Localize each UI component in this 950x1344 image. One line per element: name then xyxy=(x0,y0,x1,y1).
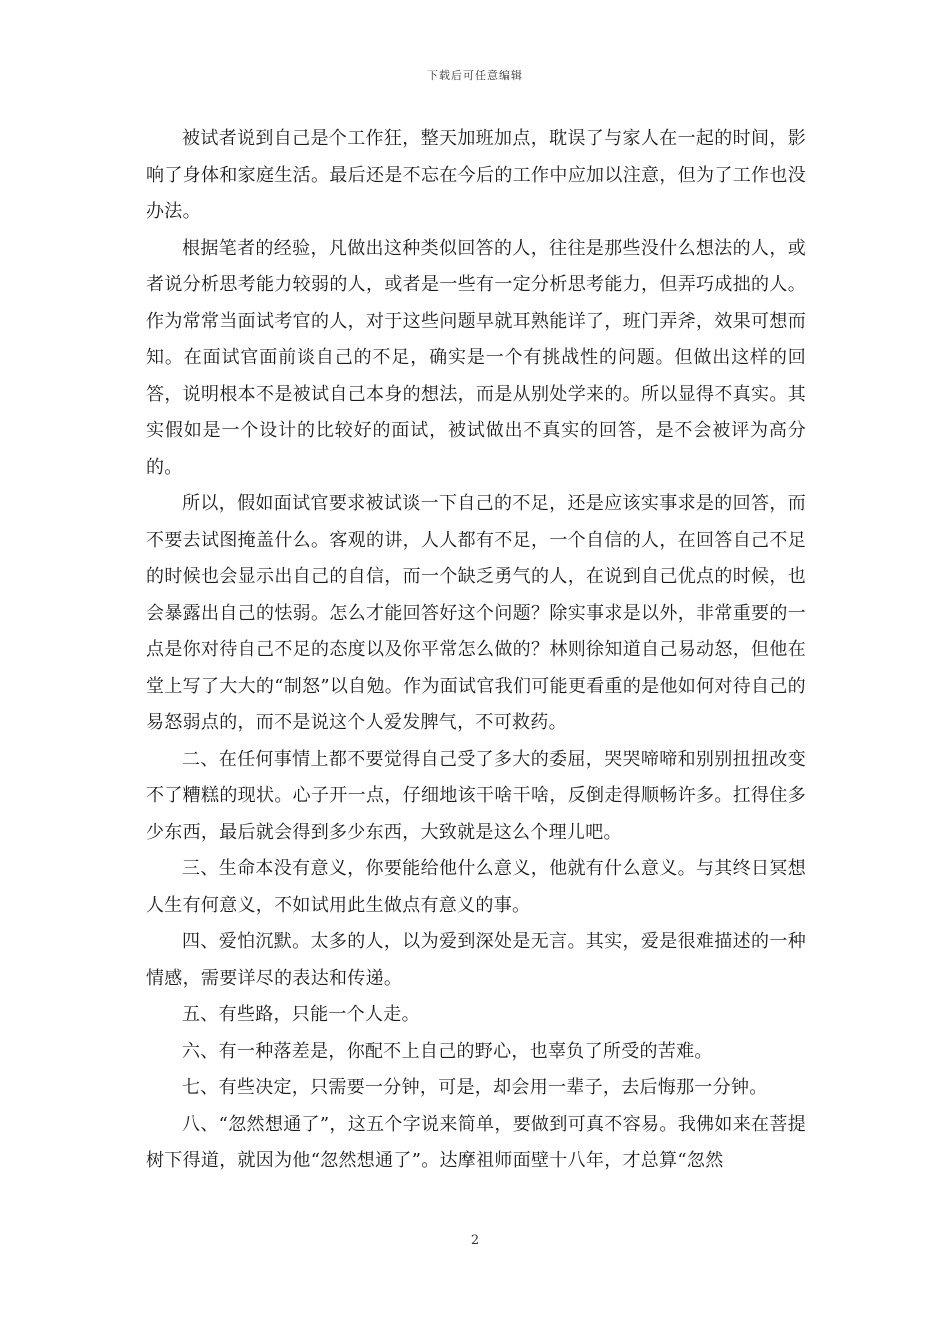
paragraph: 七、有些决定，只需要一分钟，可是，却会用一辈子，去后悔那一分钟。 xyxy=(182,1077,768,1098)
paragraph: 所以，假如面试官要求被试谈一下自己的不足，还是应该实事求是的回答，而不要去试图掩盖什么。客观的讲，人人都有不足，一个自信的人，在回答自己不足的时候也会显示出自己的自信，而一个缺乏勇气的人，在说到自己优点的时候，也会暴露出自己的怯弱。怎么才能回答好这个问题？除实事求是以外，非常重要的一点是你对待自己不足的态度以及你平常怎么做的？林则徐知道自己易动怒，但他在堂上写了大大的“制怒”以自勉。作为面试官我们可能更看重的是他如何对待自己的易怒弱点的，而不是说这个人爱发脾气，不可救药。 xyxy=(146,493,806,733)
paragraph: 三、生命本没有意义，你要能给他什么意义，他就有什么意义。与其终日冥想人生有何意义，不如试用此生做点有意义的事。 xyxy=(146,858,806,916)
paragraph: 八、“忽然想通了”，这五个字说来简单，要做到可真不容易。我佛如来在菩提树下得道，就因为他“忽然想通了”。达摩祖师面壁十八年，才总算“忽然 xyxy=(146,1113,806,1171)
paragraph: 六、有一种落差是，你配不上自己的野心，也辜负了所受的苦难。 xyxy=(182,1040,713,1062)
paragraph: 四、爱怕沉默。太多的人，以为爱到深处是无言。其实，爱是很难描述的一种情感，需要详尽的表达和传递。 xyxy=(146,931,806,989)
page-number: 2 xyxy=(470,1233,480,1248)
page-header: 下载后可任意编辑 xyxy=(427,69,523,82)
paragraph: 被试者说到自己是个工作狂，整天加班加点，耽误了与家人在一起的时间，影响了身体和家庭生活。最后还是不忘在今后的工作中应加以注意，但为了工作也没办法。 xyxy=(146,128,806,222)
paragraph: 根据笔者的经验，凡做出这种类似回答的人，往往是那些没什么想法的人，或者说分析思考能力较弱的人，或者是一些有一定分析思考能力，但弄巧成拙的人。作为常常当面试考官的人，对于这些问题早就耳熟能详了，班门弄斧，效果可想而知。在面试官面前谈自己的不足，确实是一个有挑战性的问题。但做出这样的回答，说明根本不是被试自己本身的想法，而是从别处学来的。所以显得不真实。其实假如是一个设计的比较好的面试，被试做出不真实的回答，是不会被评为高分的。 xyxy=(146,237,806,478)
paragraph: 五、有些路，只能一个人走。 xyxy=(182,1004,420,1025)
document-body xyxy=(146,121,806,1180)
paragraph: 二、在任何事情上都不要觉得自己受了多大的委屈，哭哭啼啼和别别扭扭改变不了糟糕的现状。心子开一点，仔细地该干啥干啥，反倒走得顺畅许多。扛得住多少东西，最后就会得到多少东西，大致就是这么个理儿吧。 xyxy=(146,748,806,843)
